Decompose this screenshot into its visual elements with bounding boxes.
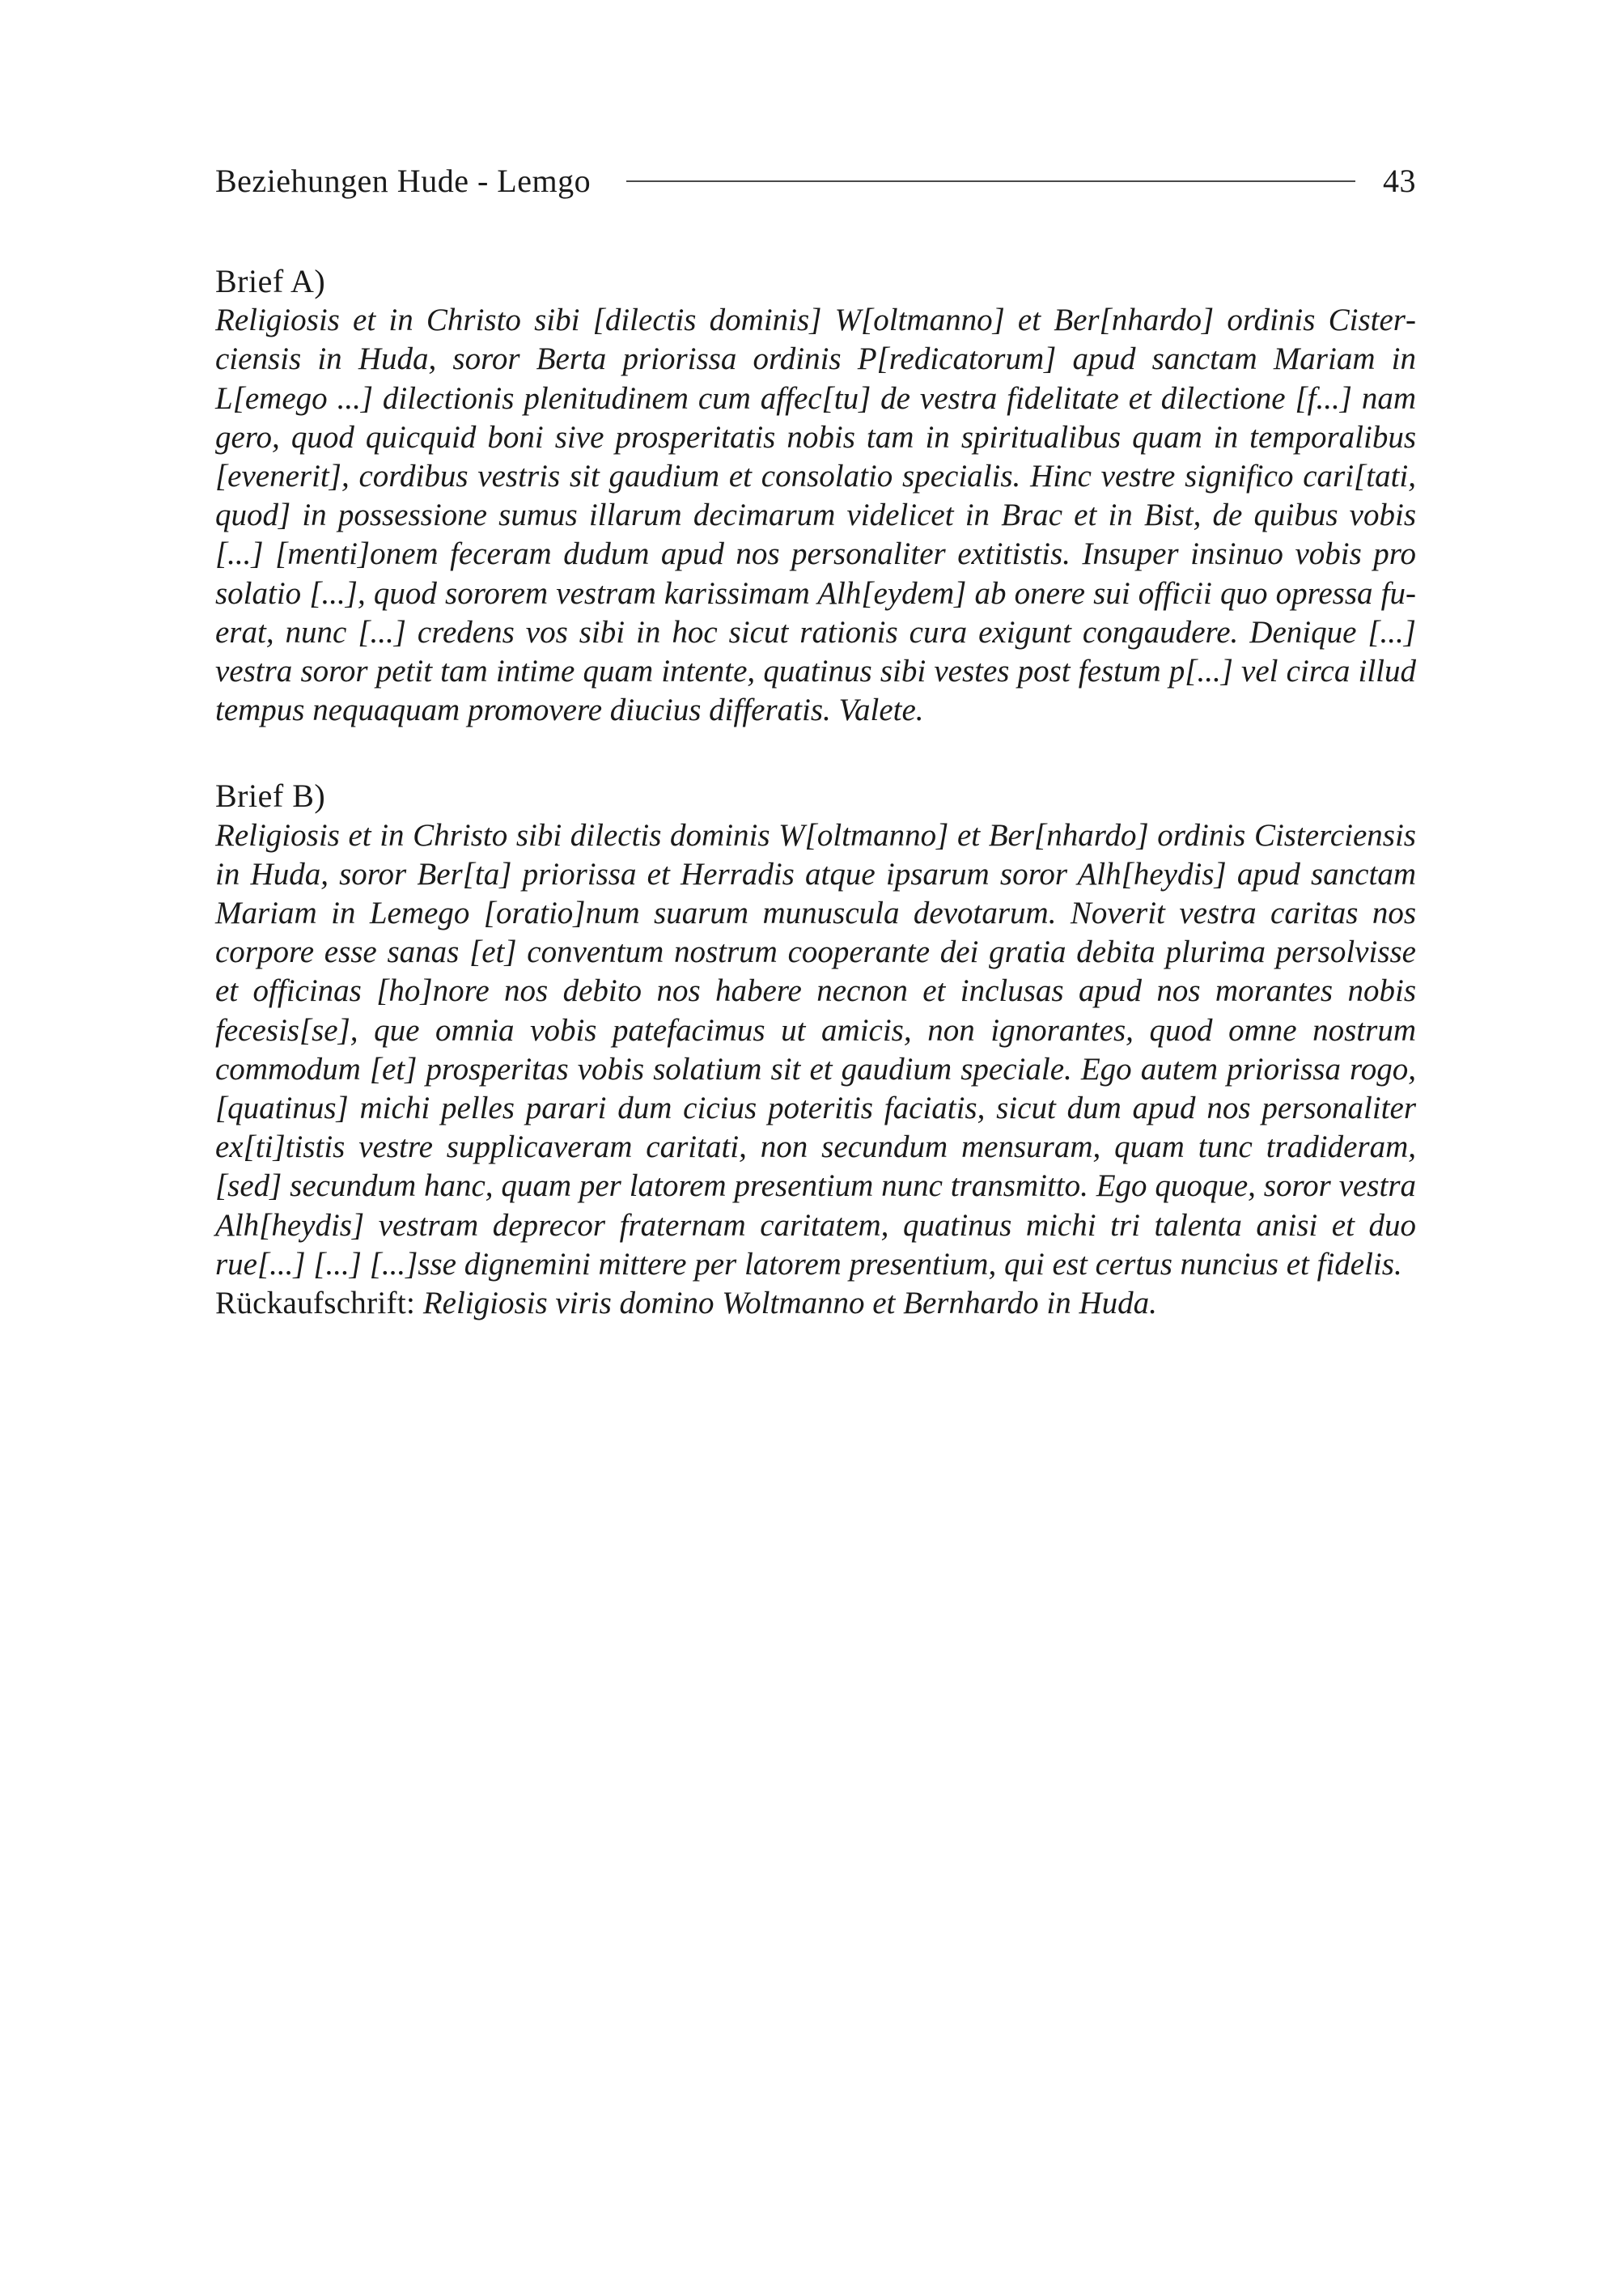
letter-a-heading: Brief A) (215, 263, 326, 299)
document-body (215, 262, 1416, 1323)
dorsal-inscription-label: Rückaufschrift: (215, 1286, 416, 1321)
letter-b (215, 777, 1416, 1323)
running-head (215, 162, 1416, 207)
header-rule (626, 180, 1355, 182)
dorsal-inscription (215, 1284, 1416, 1323)
running-head-title: Beziehungen Hude - Lemgo (215, 163, 592, 199)
letter-b-heading: Brief B) (215, 778, 326, 815)
letter-a (215, 262, 1416, 730)
dorsal-inscription-text: Religiosis viris domino Woltmanno et Bernhardo in Huda. (422, 1286, 1157, 1321)
letter-a-text: Religiosis et in Christo sibi [dilectis dominis] W[oltmanno] et Ber[nhardo] ordinis Cisterciensis in Huda, soror Berta priorissa ordinis P[redicatorum] apud sanctam Mariam in L[emego ...] dilectionis plenitudinem cum affec[tu] de vestra fidelitate et dilectione [f...] nam gero, quod quicquid boni sive prosperitatis nobis tam in spiritualibus quam in temporalibus [evenerit], cordibus vestris sit gaudium et consolatio specialis. Hinc vestre significo cari[tati, quod] in possessione sumus illarum decimarum videlicet in Brac et in Bist, de quibus vobis [...] [menti]onem feceram dudum apud nos personaliter extitistis. Insuper insinuo vobis pro solatio [...], quod sororem vestram karissimam Alh[eydem] ab onere sui officii quo opressa fuerat, nunc [...] credens vos sibi in hoc sicut rationis cura exigunt congaudere. Denique [...] vestra soror petit tam intime quam intente, quatinus sibi vestes post festum p[...] vel circa illud tempus nequaquam promovere diucius differatis. Valete. (215, 303, 1416, 728)
page-number: 43 (1383, 163, 1416, 199)
letter-b-text: Religiosis et in Christo sibi dilectis dominis W[oltmanno] et Ber[nhardo] ordinis Cisterciensis in Huda, soror Ber[ta] priorissa et Herradis atque ipsarum soror Alh[heydis] apud sanctam Mariam in Lemego [oratio]num suarum munuscula devotarum. Noverit vestra caritas nos corpore esse sanas [et] conventum nostrum cooperante dei gratia debita plurima persolvisse et officinas [ho]nore nos debito nos habere necnon et inclusas apud nos morantes nobis fecesis[se], que omnia vobis patefacimus ut amicis, non ignorantes, quod omne nostrum commodum [et] prosperitas vobis solatium sit et gaudium speciale. Ego autem priorissa rogo, [quatinus] michi pelles parari dum cicius poteritis faciatis, sicut dum apud nos personaliter ex[ti]tistis vestre supplicaveram caritati, non secundum mensuram, quam tunc tradideram, [sed] secundum hanc, quam per latorem presentium nunc transmitto. Ego quoque, soror vestra Alh[heydis] vestram deprecor fraternam caritatem, quatinus michi tri talenta anisi et duo rue[...] [...] [...]sse dignemini mittere per latorem presentium, qui est certus nuncius et fidelis. (215, 817, 1416, 1282)
